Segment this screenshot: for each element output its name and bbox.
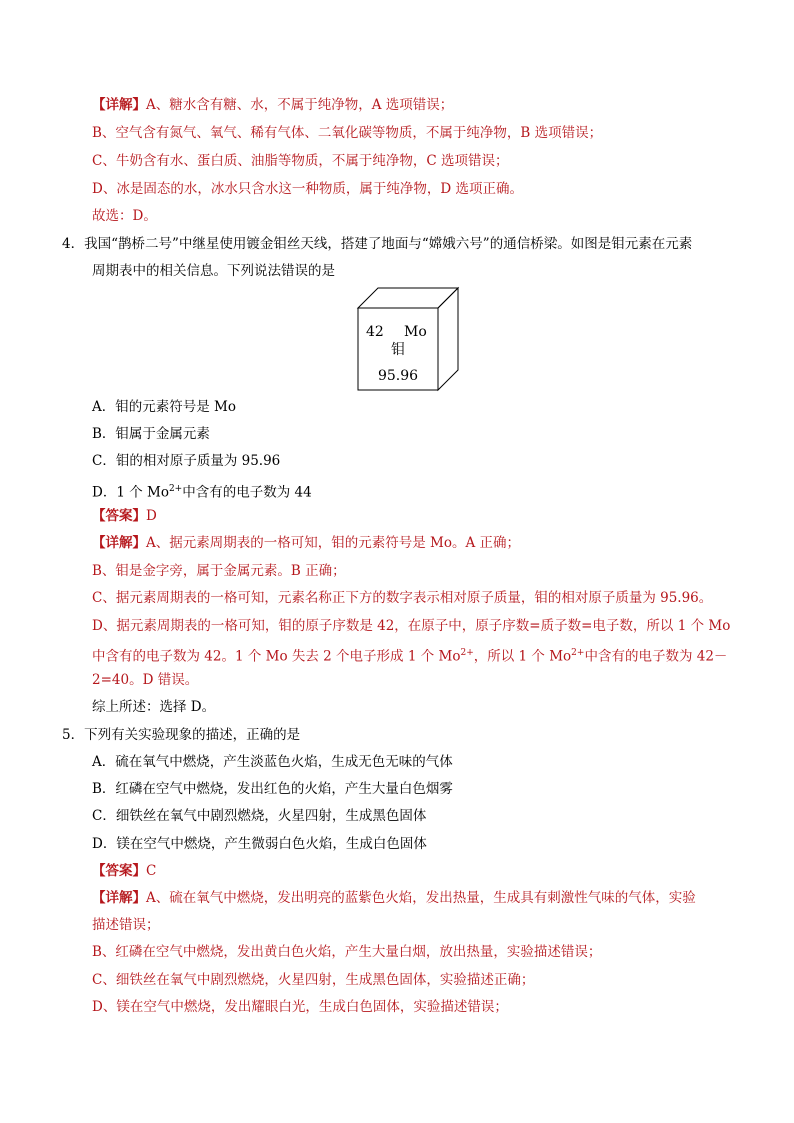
q4-option-d <box>92 480 312 502</box>
q5-option-d: D．镁在空气中燃烧，产生微弱白色火焰，生成白色固体 <box>92 836 427 852</box>
q3-detail-line-b: B、空气含有氮气、氧气、稀有气体、二氧化碳等物质，不属于纯净物，B 选项错误； <box>92 125 603 141</box>
answer-tag: 【答案】 <box>92 863 146 879</box>
q4-stem-line-1: 4．我国“鹊桥二号”中继星使用镀金钼丝天线，搭建了地面与“嫦娥六号”的通信桥梁。如图是钼元素在元素 <box>62 236 693 252</box>
detail-text: A、硫在氧气中燃烧，发出明亮的蓝紫色火焰，发出热量，生成具有刺激性气味的气体，实验 <box>146 890 696 906</box>
q3-detail-line-d: D、冰是固态的水，冰水只含水这一种物质，属于纯净物，D 选项正确。 <box>92 181 523 197</box>
detail-text: A、糖水含有糖、水，不属于纯净物，A 选项错误； <box>146 97 454 113</box>
answer-value: D <box>146 508 157 524</box>
q4-answer <box>92 507 157 525</box>
q5-option-c: C．细铁丝在氧气中剧烈燃烧，火星四射，生成黑色固体 <box>92 808 427 824</box>
detail-d2-end: 中含有的电子数为 42－ <box>584 648 728 665</box>
q4-option-c: C．钼的相对原子质量为 95.96 <box>92 453 281 469</box>
detail-d2-mid: ，所以 1 个 Mo <box>473 648 572 665</box>
element-card <box>356 286 460 392</box>
q4-detail-c: C、据元素周期表的一格可知，元素名称正下方的数字表示相对原子质量，钼的相对原子质量为 95.96。 <box>92 590 713 606</box>
detail-d2-text: 中含有的电子数为 42。1 个 Mo 失去 2 个电子形成 1 个 Mo <box>92 648 461 665</box>
q5-answer <box>92 862 156 880</box>
q4-stem-line-2: 周期表中的相关信息。下列说法错误的是 <box>92 263 335 279</box>
q3-detail-line-a <box>92 96 453 114</box>
answer-tag: 【答案】 <box>92 508 146 524</box>
element-number: 42 <box>366 324 384 340</box>
detail-tag: 【详解】 <box>92 890 146 906</box>
q5-detail-b: B、红磷在空气中燃烧，发出黄白色火焰，产生大量白烟，放出热量，实验描述错误； <box>92 944 602 960</box>
option-d-text: D．1 个 Mo <box>92 484 169 501</box>
q4-detail-d3: 2=40。D 错误。 <box>92 672 199 688</box>
q4-detail-b: B、钼是金字旁，属于金属元素。B 正确； <box>92 563 346 579</box>
q4-detail-d2 <box>92 644 727 666</box>
q5-detail-a2: 描述错误； <box>92 917 160 933</box>
q4-option-a: A．钼的元素符号是 Mo <box>92 399 236 415</box>
q3-conclusion: 故选：D。 <box>92 208 157 224</box>
q5-detail-d: D、镁在空气中燃烧，发出耀眼白光，生成白色固体，实验描述错误； <box>92 999 508 1015</box>
q4-summary: 综上所述：选择 D。 <box>92 699 216 715</box>
detail-text: A、据元素周期表的一格可知，钼的元素符号是 Mo。A 正确； <box>146 535 521 551</box>
q5-stem: 5．下列有关实验现象的描述，正确的是 <box>62 727 301 743</box>
element-name: 钼 <box>391 342 405 358</box>
option-d-charge: 2+ <box>168 484 183 494</box>
detail-d2-charge-2: 2+ <box>571 648 585 658</box>
answer-value: C <box>146 863 157 879</box>
q5-option-b: B．红磷在空气中燃烧，发出红色的火焰，产生大量白色烟雾 <box>92 781 453 797</box>
q5-option-a: A．硫在氧气中燃烧，产生淡蓝色火焰，生成无色无味的气体 <box>92 754 453 770</box>
detail-d2-charge-1: 2+ <box>460 648 474 658</box>
detail-tag: 【详解】 <box>92 97 146 113</box>
q3-detail-line-c: C、牛奶含有水、蛋白质、油脂等物质，不属于纯净物，C 选项错误； <box>92 153 509 169</box>
q4-detail-a <box>92 534 520 552</box>
q5-detail-a1 <box>92 889 696 907</box>
element-mass: 95.96 <box>377 368 419 384</box>
q4-option-b: B．钼属于金属元素 <box>92 426 210 442</box>
element-symbol: Mo <box>404 324 427 340</box>
option-d-text-end: 中含有的电子数为 44 <box>182 484 312 501</box>
q5-detail-c: C、细铁丝在氧气中剧烈燃烧，火星四射，生成黑色固体，实验描述正确； <box>92 972 535 988</box>
q4-detail-d1: D、据元素周期表的一格可知，钼的原子序数是 42，在原子中，原子序数=质子数=电子数，所以 1 个 Mo <box>92 618 731 634</box>
detail-tag: 【详解】 <box>92 535 146 551</box>
